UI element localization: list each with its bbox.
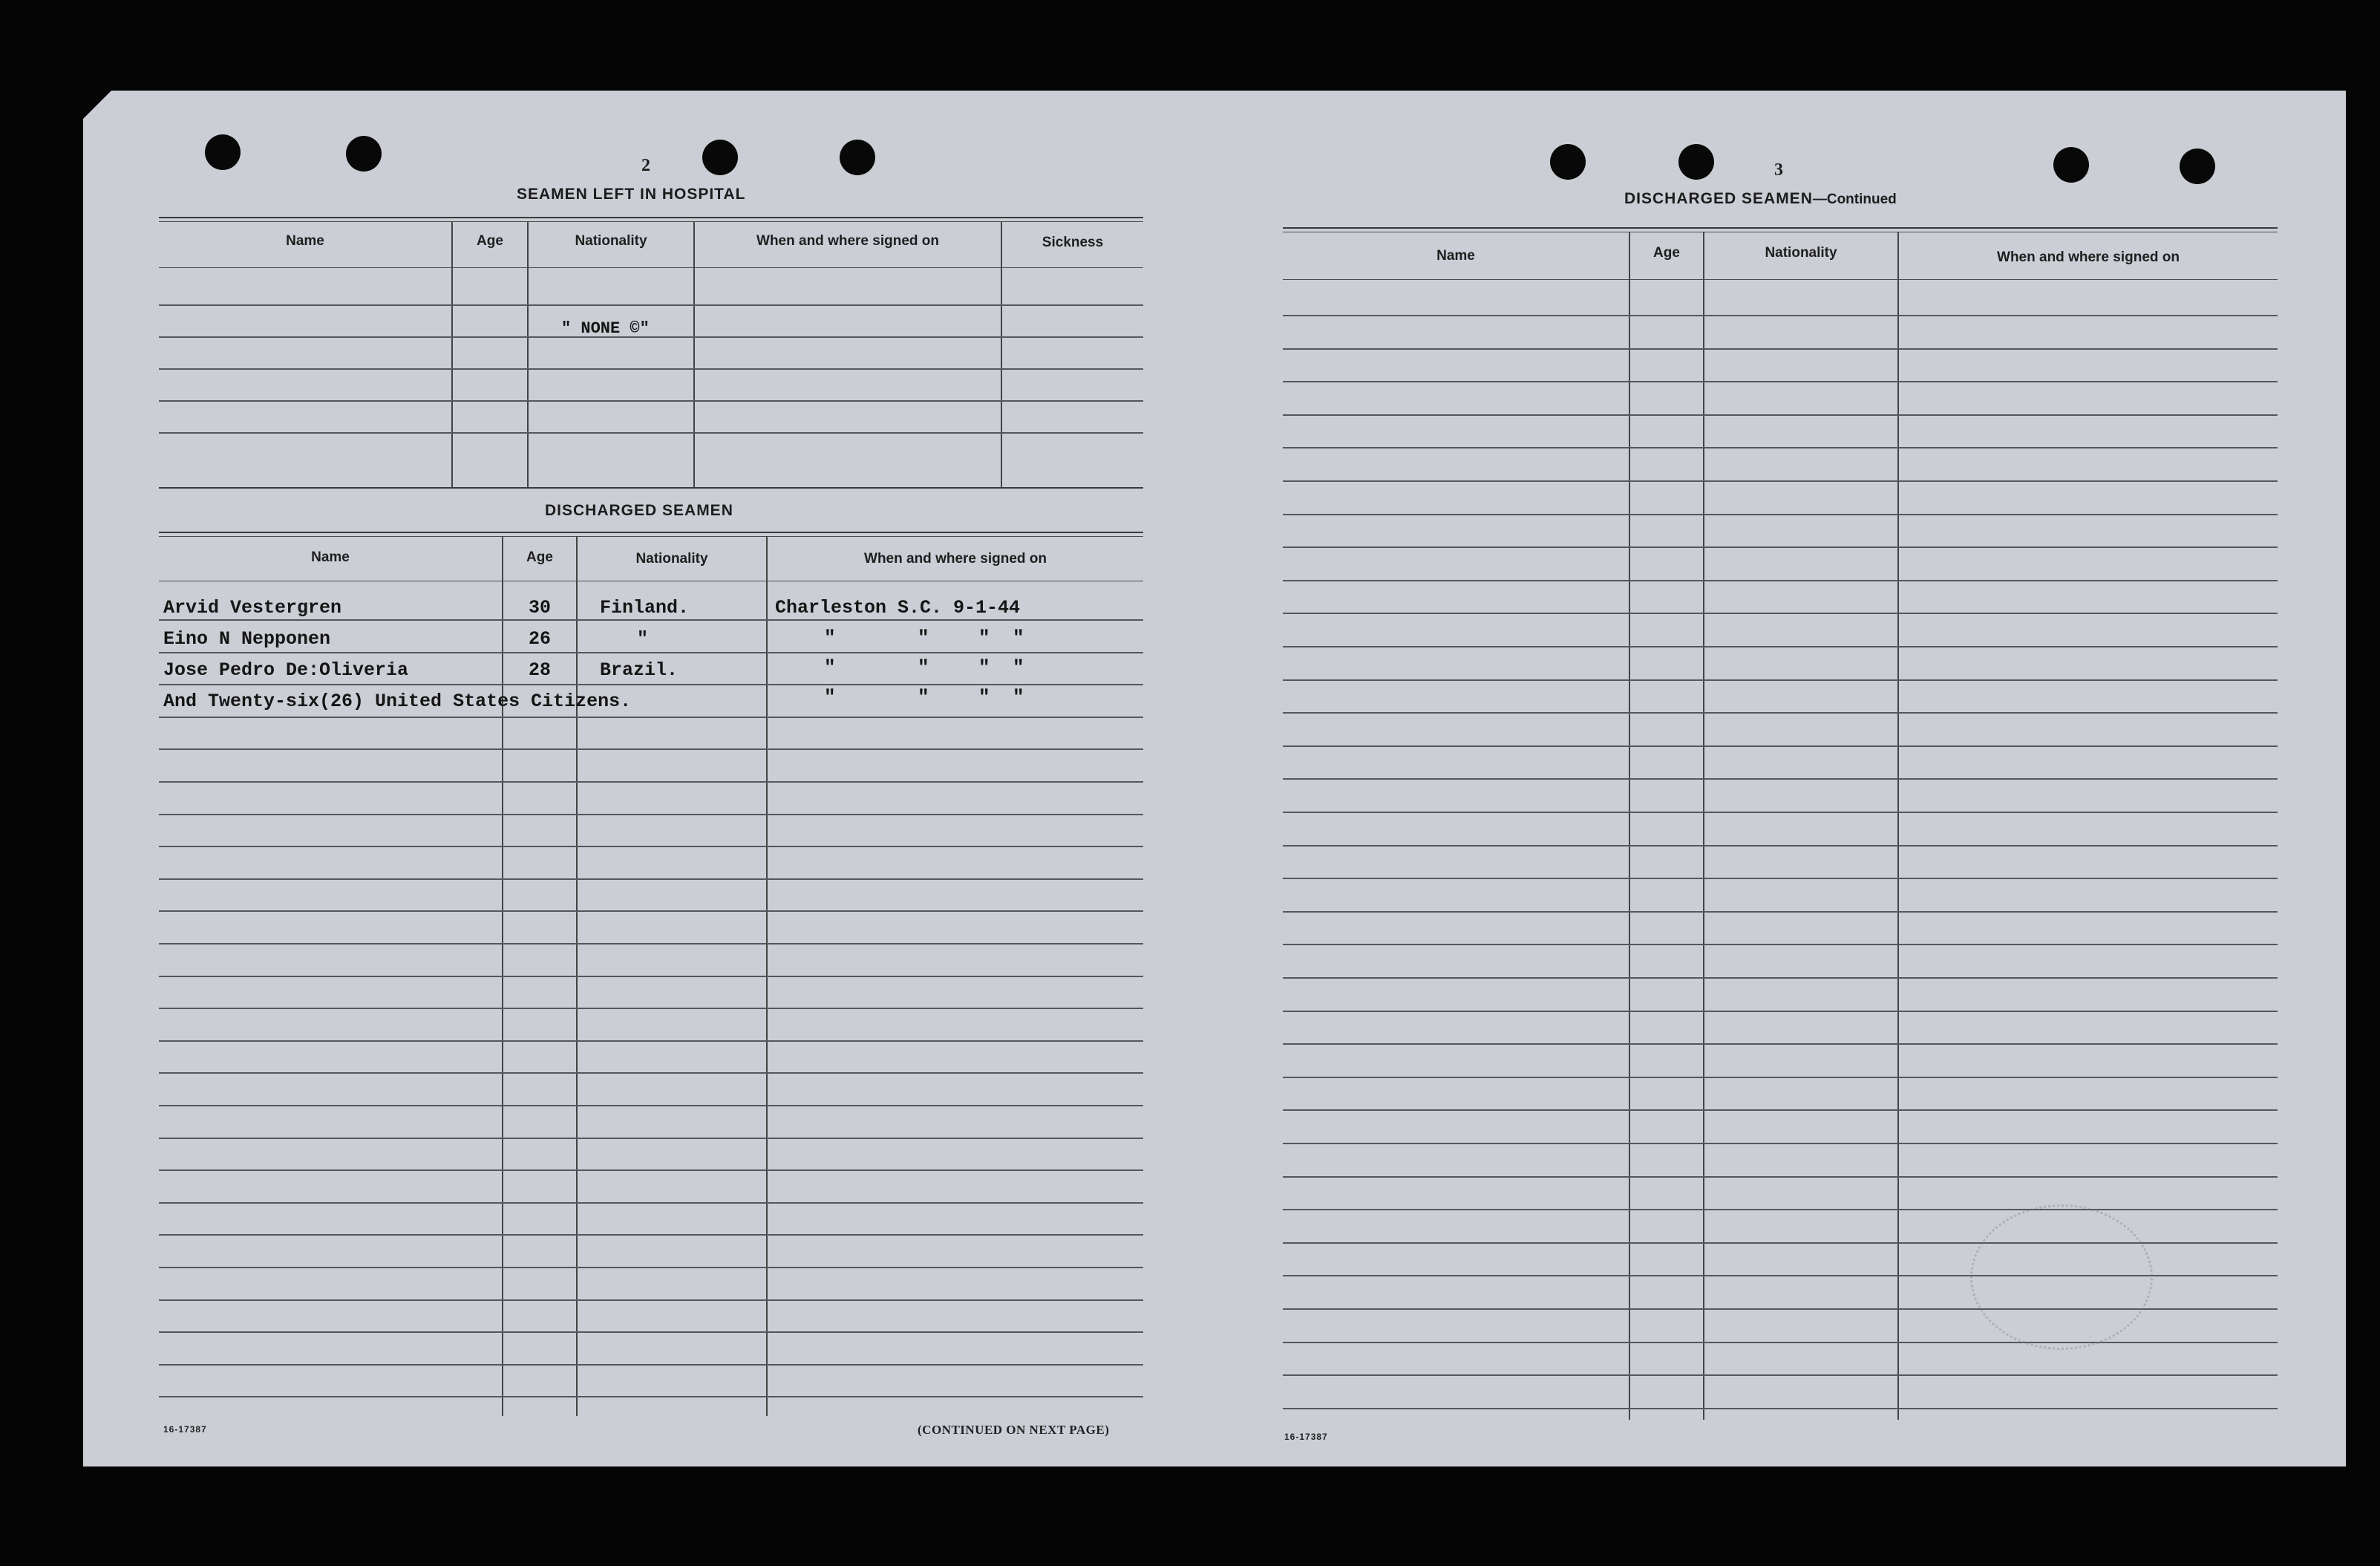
seaman-signed-on: Charleston S.C. 9-1-44 [775, 597, 1021, 619]
col-header-name: Name [311, 549, 350, 565]
row-rule [1283, 1043, 2278, 1045]
left-page-number: 2 [641, 156, 650, 175]
right-section-title-main: DISCHARGED SEAMEN [1624, 190, 1813, 207]
row-rule [1283, 514, 2278, 515]
ditto-mark: " [978, 656, 990, 679]
col-header-age: Age [1653, 245, 1680, 261]
row-rule [159, 814, 1143, 815]
col-header-nationality: Nationality [575, 233, 647, 249]
row-rule [1283, 1011, 2278, 1012]
table-rule [1283, 279, 2278, 280]
discharged-section-title: DISCHARGED SEAMEN [545, 502, 733, 519]
row-rule [159, 910, 1143, 912]
column-divider [1629, 232, 1630, 1420]
row-rule [1283, 315, 2278, 316]
row-rule [159, 878, 1143, 880]
right-page-number: 3 [1774, 160, 1783, 180]
punch-hole [2180, 149, 2215, 184]
right-form-code: 16-17387 [1284, 1432, 1328, 1442]
hospital-none-entry: " NONE ©" [561, 319, 650, 338]
row-rule [159, 1202, 1143, 1204]
row-rule [1283, 348, 2278, 350]
col-header-signed-on: When and where signed on [864, 551, 1047, 567]
punch-hole [2053, 147, 2089, 183]
col-header-signed-on: When and where signed on [1997, 249, 2180, 265]
row-rule [159, 1299, 1143, 1301]
hospital-section-title: SEAMEN LEFT IN HOSPITAL [517, 186, 746, 203]
row-rule [159, 976, 1143, 977]
punch-hole [205, 134, 241, 170]
row-rule [1283, 944, 2278, 945]
right-section-title [1624, 190, 1897, 208]
row-rule [159, 846, 1143, 847]
row-rule [1283, 613, 2278, 614]
ditto-mark: " [1013, 627, 1024, 649]
continued-note: (CONTINUED ON NEXT PAGE) [918, 1423, 1110, 1437]
row-rule [1283, 746, 2278, 747]
us-citizens-summary: And Twenty-six(26) United States Citizens. [163, 691, 632, 712]
row-rule [159, 1138, 1143, 1139]
row-rule [1283, 480, 2278, 482]
row-rule [1283, 977, 2278, 979]
row-rule [1283, 911, 2278, 913]
row-rule [159, 400, 1143, 402]
table-rule [159, 536, 1143, 537]
row-rule [1283, 878, 2278, 879]
row-rule [159, 304, 1143, 306]
row-rule [1283, 547, 2278, 548]
ditto-mark: " [824, 656, 836, 679]
col-header-age: Age [526, 549, 553, 565]
col-header-age: Age [477, 233, 503, 249]
row-rule [1283, 1077, 2278, 1078]
row-rule [159, 1040, 1143, 1042]
row-rule [159, 1234, 1143, 1236]
table-rule [159, 267, 1143, 268]
ditto-mark: " [918, 627, 929, 649]
right-section-title-suffix: —Continued [1812, 192, 1897, 207]
ditto-mark: " [1013, 656, 1024, 679]
left-form-code: 16-17387 [163, 1424, 207, 1435]
row-rule [159, 1396, 1143, 1397]
punch-hole [702, 140, 738, 175]
ditto-mark: " [824, 627, 836, 649]
faded-stamp [1970, 1204, 2153, 1350]
col-header-name: Name [1436, 248, 1475, 264]
ditto-mark: " [824, 686, 836, 708]
seaman-name: Jose Pedro De:Oliveria [163, 659, 409, 681]
ditto-mark: " [978, 686, 990, 708]
row-rule [159, 619, 1143, 621]
row-rule [1283, 1374, 2278, 1376]
ditto-mark: " [978, 627, 990, 649]
punch-hole [1550, 144, 1586, 180]
torn-corner [83, 89, 113, 119]
row-rule [1283, 646, 2278, 647]
seaman-age: 28 [529, 659, 552, 681]
row-rule [1283, 414, 2278, 416]
ditto-mark: " [1013, 686, 1024, 708]
column-divider [451, 221, 453, 487]
row-rule [159, 748, 1143, 750]
row-rule [159, 368, 1143, 370]
column-divider [527, 221, 529, 487]
punch-hole [1678, 144, 1714, 180]
column-divider [693, 221, 695, 487]
col-header-sickness: Sickness [1042, 235, 1104, 250]
table-rule [159, 221, 1143, 222]
row-rule [159, 781, 1143, 783]
row-rule [1283, 778, 2278, 780]
row-rule [159, 432, 1143, 434]
seaman-nationality: Finland. [600, 597, 690, 619]
row-rule [1283, 1408, 2278, 1409]
seaman-nationality: " [637, 628, 649, 650]
row-rule [159, 1331, 1143, 1333]
table-rule [159, 217, 1143, 218]
row-rule [159, 336, 1143, 338]
table-rule [159, 532, 1143, 533]
seaman-name: Eino N Nepponen [163, 628, 331, 650]
row-rule [159, 1105, 1143, 1106]
row-rule [159, 684, 1143, 685]
col-header-nationality: Nationality [635, 551, 708, 567]
row-rule [1283, 580, 2278, 581]
ditto-mark: " [918, 656, 929, 679]
row-rule [159, 943, 1143, 945]
seaman-age: 30 [529, 597, 552, 619]
row-rule [159, 1267, 1143, 1268]
row-rule [1283, 381, 2278, 382]
row-rule [159, 1072, 1143, 1074]
row-rule [1283, 1176, 2278, 1178]
col-header-name: Name [286, 233, 324, 249]
row-rule [1283, 1342, 2278, 1343]
seaman-nationality: Brazil. [600, 659, 679, 681]
ditto-mark: " [918, 686, 929, 708]
row-rule [159, 1008, 1143, 1009]
col-header-nationality: Nationality [1765, 245, 1837, 261]
row-rule [1283, 812, 2278, 813]
seaman-age: 26 [529, 628, 552, 650]
seaman-name: Arvid Vestergren [163, 597, 342, 619]
row-rule [1283, 679, 2278, 681]
row-rule [1283, 845, 2278, 846]
row-rule [1283, 1209, 2278, 1210]
punch-hole [840, 140, 875, 175]
row-rule [159, 1364, 1143, 1366]
column-divider [1703, 232, 1704, 1420]
row-rule [1283, 712, 2278, 714]
table-rule [1283, 227, 2278, 229]
row-rule [159, 1169, 1143, 1171]
punch-hole [346, 136, 382, 172]
table-rule [159, 487, 1143, 489]
col-header-signed-on: When and where signed on [756, 233, 939, 249]
row-rule [159, 652, 1143, 653]
row-rule [159, 717, 1143, 718]
row-rule [1283, 1109, 2278, 1111]
row-rule [1283, 447, 2278, 448]
row-rule [1283, 1143, 2278, 1144]
column-divider [1001, 221, 1002, 487]
column-divider [1897, 232, 1899, 1420]
